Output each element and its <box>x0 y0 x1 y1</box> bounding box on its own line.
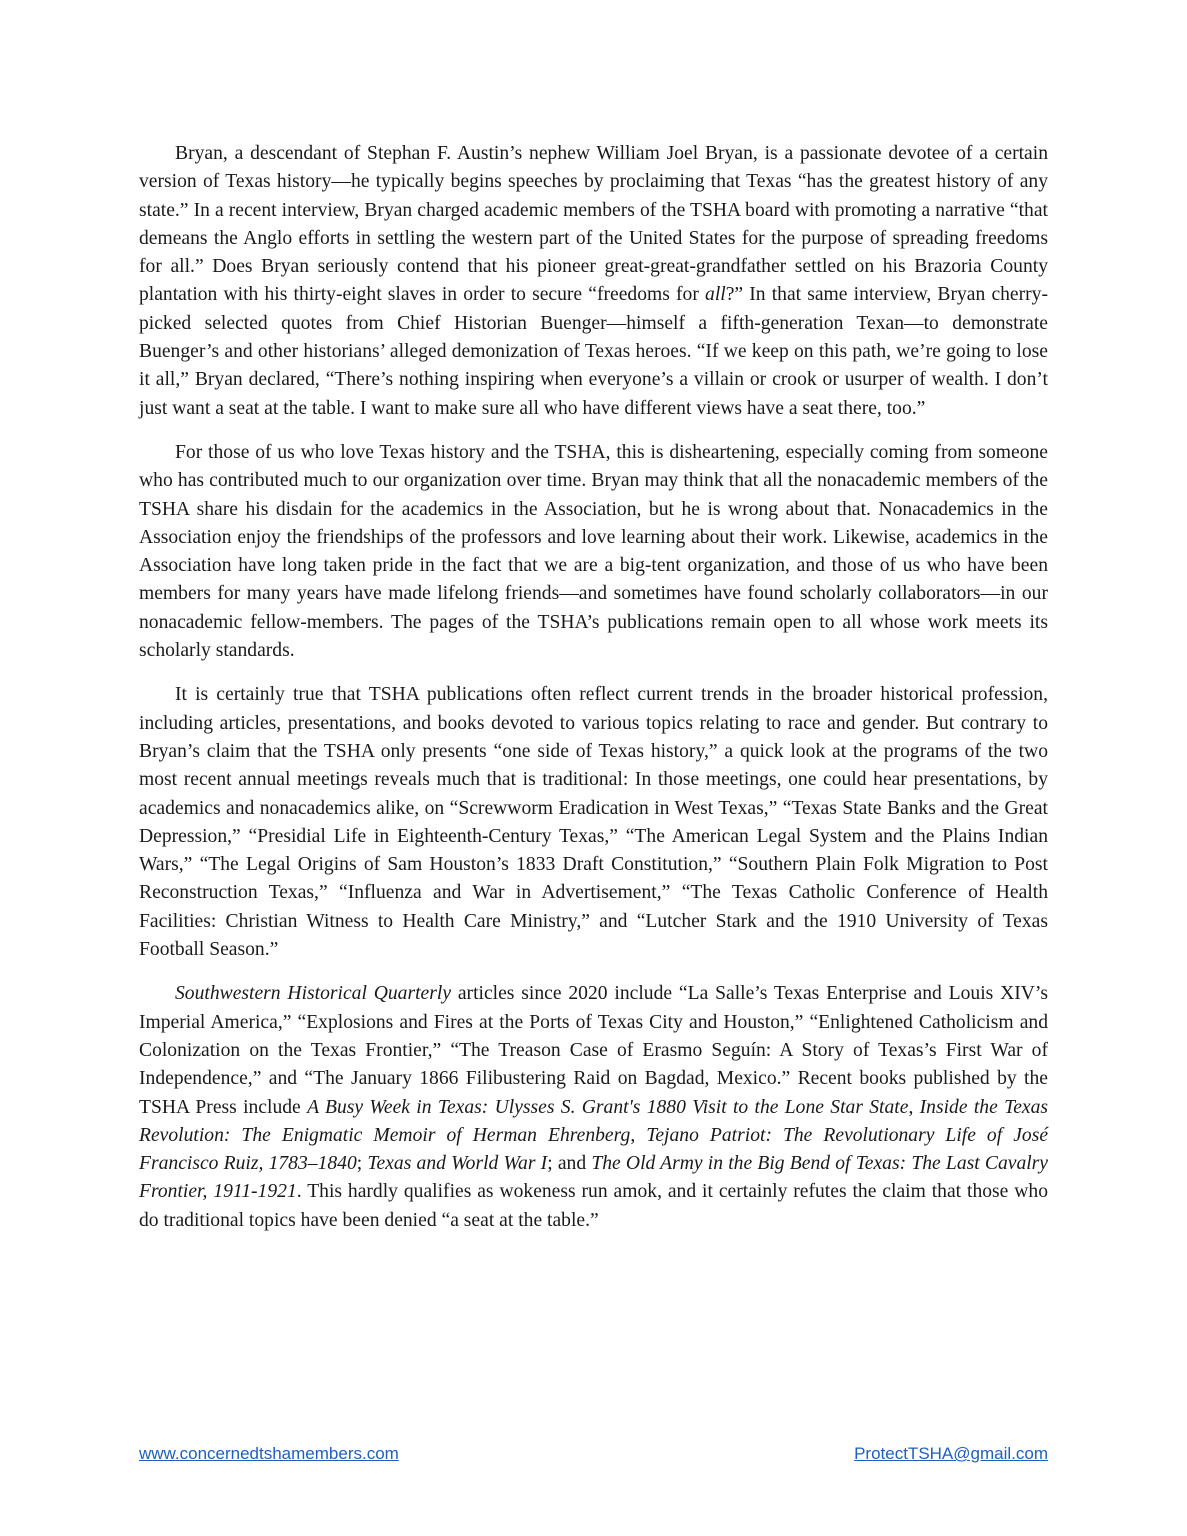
italic-title: Inside the Texas Revolution: The Enigmatic Memoir of Herman Ehrenberg <box>139 1096 1049 1146</box>
italic-title: Tejano Patriot: The Revolutionary Life of José Francisco Ruiz, 1783–1840 <box>139 1124 1049 1175</box>
paragraph-1 <box>139 140 1048 423</box>
text-run: For those of us who love Texas history and the TSHA, this is disheartening, especially coming from someone who has contributed much to our organization over time. Bryan may think that all the nonacademic members of the TSHA share his disdain for the academics in the Association, but he is wrong about that. Nonacademics in the Association enjoy the friendships of the professors and love learning about their work. Likewise, academics in the Association have long taken pride in the fact that we are a big-tent organization, and those of us who have been members for many years have made lifelong friends—and sometimes have found scholarly collaborators—in our nonacademic fellow-members. The pages of the TSHA’s publications remain open to all whose work meets its scholarly standards. <box>139 441 1048 662</box>
paragraph-4 <box>139 980 1048 1235</box>
italic-title: Southwestern Historical Quarterly <box>175 983 452 1005</box>
text-run: Bryan, a descendant of Stephan F. Austin’s nephew William Joel Bryan, is a passionate devotee of a certain version of Texas history—he typically begins speeches by proclaiming that Texas “has the greatest history of any state.” In a recent interview, Bryan charged academic members of the TSHA board with promoting a narrative “that demeans the Anglo efforts in settling the western part of the United States for the purpose of spreading freedoms for all.” Does Bryan seriously contend that his pioneer great-great-grandfather settled on his Brazoria County plantation with his thirty-eight slaves in order to secure “freedoms for <box>139 143 1048 306</box>
website-link[interactable]: www.concernedtshamembers.com <box>139 1444 399 1463</box>
text-run: , <box>908 1096 920 1118</box>
paragraph-2 <box>139 439 1048 665</box>
text-run: , <box>630 1124 647 1146</box>
email-link[interactable]: ProtectTSHA@gmail.com <box>854 1444 1048 1463</box>
text-run: ?” In that same interview, Bryan cherry-picked selected quotes from Chief Historian Buenger—himself a fifth-generation Texan—to demonstrate Buenger’s and other historians’ alleged demonization of Texas heroes. “If we keep on this path, we’re going to lose it all,” Bryan declared, “There’s nothing inspiring when everyone’s a villain or crook or usurper of wealth. I don’t just want a seat at the table. I want to make sure all who have different views have a seat there, too.” <box>139 284 1049 419</box>
text-run: It is certainly true that TSHA publications often reflect current trends in the broader historical profession, including articles, presentations, and books devoted to various topics relating to race and gender. But contrary to Bryan’s claim that the TSHA only presents “one side of Texas history,” a quick look at the programs of the two most recent annual meetings reveals much that is traditional: In those meetings, one could hear presentations, by academics and nonacademics alike, on “Screwworm Eradication in West Texas,” “Texas State Banks and the Great Depression,” “Presidial Life in Eighteenth-Century Texas,” “The American Legal System and the Plains Indian Wars,” “The Legal Origins of Sam Houston’s 1833 Draft Constitution,” “Southern Plain Folk Migration to Post Reconstruction Texas,” “Influenza and War in Advertisement,” “The Texas Catholic Conference of Health Facilities: Christian Witness to Health Care Ministry,” and “Lutcher Stark and the 1910 University of Texas Football Season.” <box>139 684 1048 961</box>
text-run: ; and <box>547 1153 592 1175</box>
text-run: ; <box>356 1153 368 1175</box>
document-body <box>139 140 1048 1251</box>
italic-title: all <box>705 284 726 306</box>
italic-title: Texas and World War I <box>367 1153 548 1175</box>
italic-title: A Busy Week in Texas: Ulysses S. Grant's 1880 Visit to the Lone Star State <box>307 1096 909 1118</box>
text-run: . This hardly qualifies as wokeness run amok, and it certainly refutes the claim that those who do traditional topics have been denied “a seat at the table.” <box>139 1181 1048 1231</box>
italic-title: The Old Army in the Big Bend of Texas: The Last Cavalry Frontier, 1911-1921 <box>139 1153 1049 1203</box>
page-footer <box>139 1440 1048 1470</box>
text-run: articles since 2020 include “La Salle’s Texas Enterprise and Louis XIV’s Imperial America,” “Explosions and Fires at the Ports of Texas City and Houston,” “Enlightened Catholicism and Colonization on the Texas Frontier,” “The Treason Case of Erasmo Seguín: A Story of Texas’s First War of Independence,” and “The January 1866 Filibustering Raid on Bagdad, Mexico.” Recent books published by the TSHA Press include <box>139 983 1048 1118</box>
paragraph-3 <box>139 681 1048 964</box>
